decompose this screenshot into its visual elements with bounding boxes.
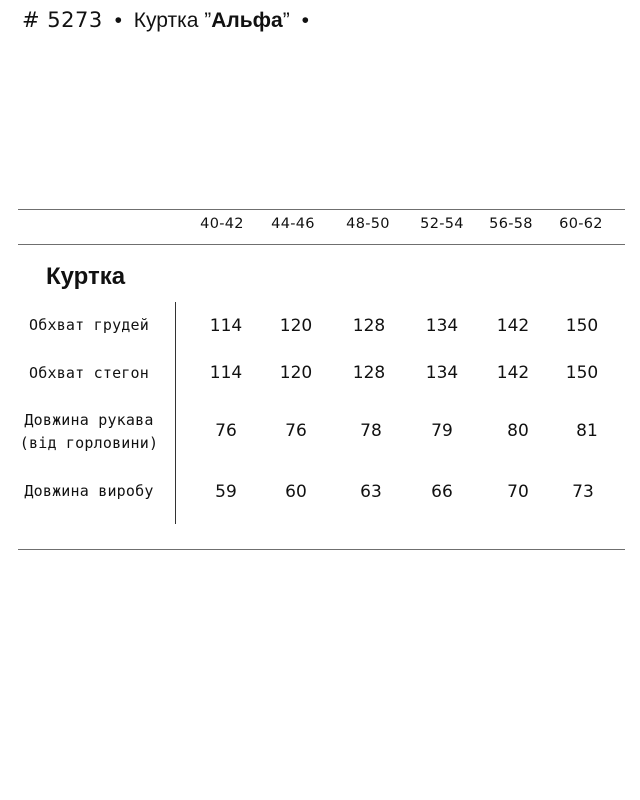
product-name: Альфа [211,9,283,32]
table-top-rule [18,209,625,210]
row-label-line: Обхват грудей [29,316,149,334]
table-cell: 120 [279,316,313,336]
table-cell: 76 [215,421,237,441]
table-cell: 79 [431,421,453,441]
row-label-line: Довжина виробу [24,482,154,500]
table-cell: 80 [507,421,529,441]
product-suffix: ” [282,9,290,32]
table-cell: 142 [496,363,530,383]
table-cell: 114 [209,316,243,336]
row-label [14,362,164,385]
row-label [14,409,164,455]
bullet-separator: • [114,9,122,32]
table-cell: 59 [215,482,237,502]
row-label-line: (від горловини) [19,434,159,452]
size-header: 40-42 [200,216,244,232]
table-cell: 73 [572,482,594,502]
table-cell: 60 [285,482,307,502]
product-prefix: Куртка ” [133,9,212,32]
table-cell: 142 [496,316,530,336]
row-label [14,480,164,503]
label-column-divider [175,302,176,524]
table-cell: 134 [425,363,459,383]
table-cell: 63 [360,482,382,502]
bullet-separator-end: • [301,9,309,32]
size-header: 48-50 [346,216,390,232]
table-bottom-rule [18,549,625,550]
page-title [22,8,315,33]
table-cell: 76 [285,421,307,441]
table-cell: 128 [352,316,386,336]
row-label [14,314,164,337]
row-label-line: Довжина рукава [24,411,154,429]
size-header: 44-46 [271,216,315,232]
row-label-line: Обхват стегон [29,364,149,382]
table-cell: 134 [425,316,459,336]
table-cell: 114 [209,363,243,383]
table-header-rule [18,244,625,245]
table-cell: 78 [360,421,382,441]
table-cell: 66 [431,482,453,502]
table-cell: 120 [279,363,313,383]
table-cell: 70 [507,482,529,502]
section-title: Куртка [46,263,126,290]
table-cell: 128 [352,363,386,383]
table-cell: 81 [576,421,598,441]
table-cell: 150 [565,316,599,336]
product-code: # 5273 [22,8,103,32]
size-header: 56-58 [489,216,533,232]
size-header: 52-54 [420,216,464,232]
size-header: 60-62 [559,216,603,232]
table-cell: 150 [565,363,599,383]
